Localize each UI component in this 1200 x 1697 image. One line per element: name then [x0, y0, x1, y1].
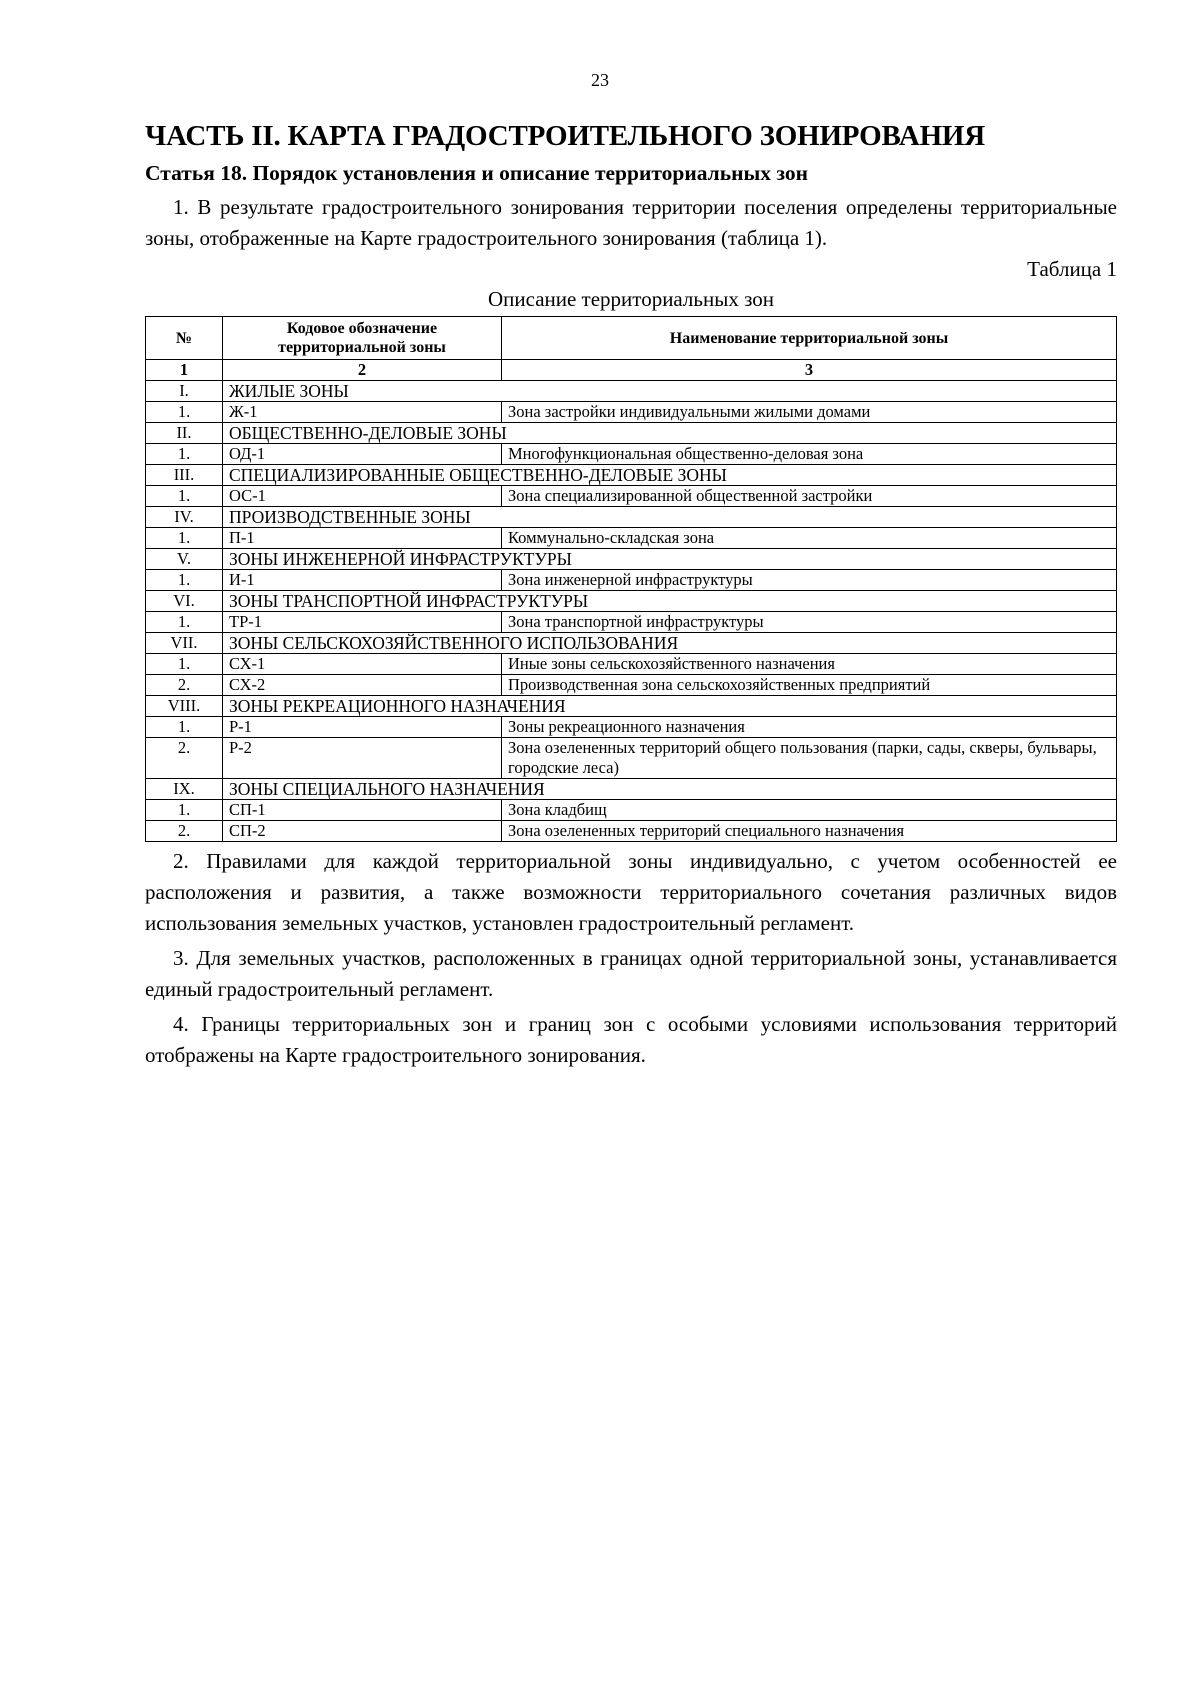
row-number: 2.: [146, 821, 223, 842]
zone-name: Зона специализированной общественной застройки: [502, 486, 1117, 507]
section-row: [146, 465, 1117, 486]
section-number: VI.: [146, 591, 223, 612]
row-number: 1.: [146, 528, 223, 549]
document-body: [145, 118, 1117, 1071]
row-number: 1.: [146, 444, 223, 465]
zone-code: Ж-1: [223, 402, 502, 423]
section-row: [146, 591, 1117, 612]
zone-name: Зона инженерной инфраструктуры: [502, 570, 1117, 591]
table-row: [146, 528, 1117, 549]
section-number: III.: [146, 465, 223, 486]
paragraph-2: 2. Правилами для каждой территориальной зоны индивидуально, с учетом особенностей ее расположения и развития, а также возможности территориального сочетания различных видов использования земельных участков, установлен градостроительный регламент.: [145, 849, 1117, 935]
table-header-row: [146, 317, 1117, 360]
header-name: Наименование территориальной зоны: [502, 317, 1117, 360]
section-row: [146, 381, 1117, 402]
zone-code: И-1: [223, 570, 502, 591]
zone-code: СП-2: [223, 821, 502, 842]
section-number: I.: [146, 381, 223, 402]
table-row: [146, 402, 1117, 423]
zone-code: СХ-2: [223, 675, 502, 696]
column-index-row: [146, 360, 1117, 381]
zone-name: Зона застройки индивидуальными жилыми домами: [502, 402, 1117, 423]
table-caption: Описание территориальных зон: [487, 287, 775, 311]
table-row: [146, 570, 1117, 591]
column-index: 3: [502, 360, 1117, 381]
section-title: ЗОНЫ СЕЛЬСКОХОЗЯЙСТВЕННОГО ИСПОЛЬЗОВАНИЯ: [223, 633, 1117, 654]
column-index: 1: [146, 360, 223, 381]
section-row: [146, 507, 1117, 528]
section-number: II.: [146, 423, 223, 444]
table-row: [146, 444, 1117, 465]
section-row: [146, 779, 1117, 800]
row-number: 1.: [146, 717, 223, 738]
article-title: Статья 18. Порядок установления и описание территориальных зон: [145, 161, 809, 185]
section-number: IX.: [146, 779, 223, 800]
zone-code: ТР-1: [223, 612, 502, 633]
zone-name: Зона кладбищ: [502, 800, 1117, 821]
section-title: ОБЩЕСТВЕННО-ДЕЛОВЫЕ ЗОНЫ: [223, 423, 1117, 444]
zone-code: ОД-1: [223, 444, 502, 465]
table-row: [146, 717, 1117, 738]
table-row: [146, 654, 1117, 675]
zone-name: Зона транспортной инфраструктуры: [502, 612, 1117, 633]
row-number: 1.: [146, 800, 223, 821]
row-number: 2.: [146, 738, 223, 779]
table-row: [146, 738, 1117, 779]
table-row: [146, 800, 1117, 821]
zone-code: Р-1: [223, 717, 502, 738]
section-title: ПРОИЗВОДСТВЕННЫЕ ЗОНЫ: [223, 507, 1117, 528]
zone-code: Р-2: [223, 738, 502, 779]
page-number: 23: [591, 70, 609, 90]
paragraph-3: 3. Для земельных участков, расположенных в границах одной территориальной зоны, устанавливается единый градостроительный регламент.: [145, 946, 1117, 1001]
zone-code: ОС-1: [223, 486, 502, 507]
zones-table-body: [146, 360, 1117, 842]
table-row: [146, 821, 1117, 842]
section-row: [146, 696, 1117, 717]
header-code: Кодовое обозначение территориальной зоны: [223, 317, 502, 360]
zones-table: [145, 316, 1117, 842]
table-row: [146, 486, 1117, 507]
section-title: ЗОНЫ ТРАНСПОРТНОЙ ИНФРАСТРУКТУРЫ: [223, 591, 1117, 612]
zone-code: СП-1: [223, 800, 502, 821]
row-number: 1.: [146, 612, 223, 633]
zone-name: Зоны рекреационного назначения: [502, 717, 1117, 738]
section-row: [146, 423, 1117, 444]
header-number: №: [146, 317, 223, 360]
row-number: 1.: [146, 486, 223, 507]
paragraph-4: 4. Границы территориальных зон и границ зон с особыми условиями использования территорий отображены на Карте градостроительного зонирования.: [145, 1012, 1117, 1067]
section-title: ЗОНЫ РЕКРЕАЦИОННОГО НАЗНАЧЕНИЯ: [223, 696, 1117, 717]
zone-code: П-1: [223, 528, 502, 549]
section-number: VIII.: [146, 696, 223, 717]
zone-name: Зона озелененных территорий специального назначения: [502, 821, 1117, 842]
paragraph-1: 1. В результате градостроительного зонирования территории поселения определены территориальные зоны, отображенные на Карте градостроительного зонирования (таблица 1).: [145, 195, 1117, 250]
row-number: 1.: [146, 570, 223, 591]
section-title: ЗОНЫ ИНЖЕНЕРНОЙ ИНФРАСТРУКТУРЫ: [223, 549, 1117, 570]
row-number: 1.: [146, 654, 223, 675]
section-row: [146, 549, 1117, 570]
section-row: [146, 633, 1117, 654]
section-title: СПЕЦИАЛИЗИРОВАННЫЕ ОБЩЕСТВЕННО-ДЕЛОВЫЕ ЗОНЫ: [223, 465, 1117, 486]
zone-name: Зона озелененных территорий общего пользования (парки, сады, скверы, бульвары, городские леса): [502, 738, 1117, 779]
column-index: 2: [223, 360, 502, 381]
row-number: 2.: [146, 675, 223, 696]
zone-code: СХ-1: [223, 654, 502, 675]
section-title: ЖИЛЫЕ ЗОНЫ: [223, 381, 1117, 402]
section-number: V.: [146, 549, 223, 570]
section-number: IV.: [146, 507, 223, 528]
part-title: ЧАСТЬ II. КАРТА ГРАДОСТРОИТЕЛЬНОГО ЗОНИРОВАНИЯ: [145, 120, 986, 152]
row-number: 1.: [146, 402, 223, 423]
table-row: [146, 612, 1117, 633]
section-title: ЗОНЫ СПЕЦИАЛЬНОГО НАЗНАЧЕНИЯ: [223, 779, 1117, 800]
zone-name: Многофункциональная общественно-деловая зона: [502, 444, 1117, 465]
table-row: [146, 675, 1117, 696]
zone-name: Иные зоны сельскохозяйственного назначения: [502, 654, 1117, 675]
section-number: VII.: [146, 633, 223, 654]
zone-name: Коммунально-складская зона: [502, 528, 1117, 549]
zone-name: Производственная зона сельскохозяйственных предприятий: [502, 675, 1117, 696]
table-label: Таблица 1: [1027, 257, 1117, 281]
